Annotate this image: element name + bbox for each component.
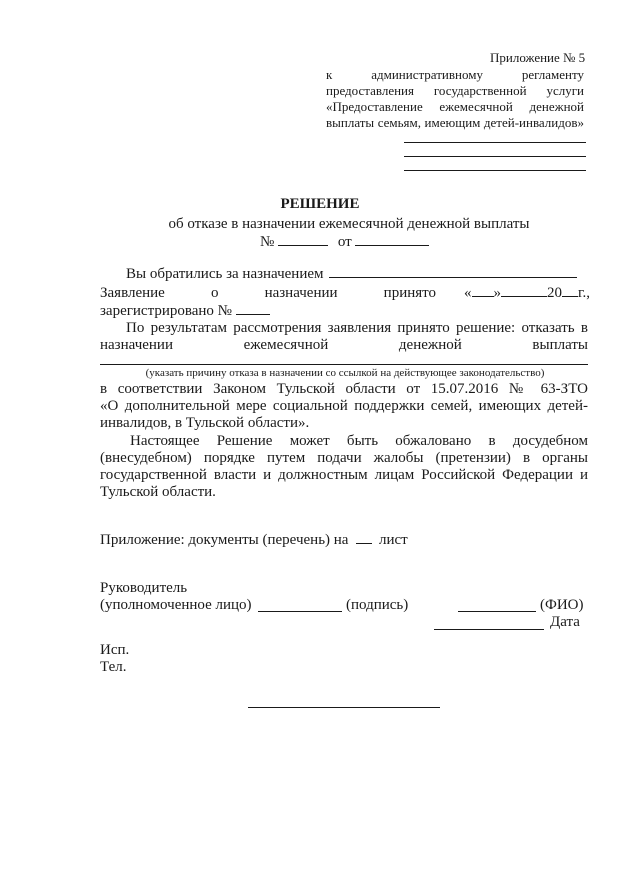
applied-for-row [126, 266, 577, 283]
applied-for-field [329, 276, 577, 278]
number-label: № [260, 234, 275, 250]
reason-line [100, 364, 588, 365]
attachment-label: Приложение: документы (перечень) на [100, 532, 349, 548]
quote-close: » [493, 285, 502, 301]
appendix-line-3: предоставления государственной услуги [326, 83, 584, 98]
day-field [472, 295, 494, 297]
appendix-line-4: «Предоставление ежемесячной денежной [326, 99, 584, 114]
recipient-line-1 [404, 142, 586, 143]
signature-authorized-label: (уполномоченное лицо) [100, 597, 252, 613]
attachment-suffix: лист [378, 532, 408, 548]
document-number-row [260, 234, 429, 251]
signature-line [258, 611, 342, 612]
law-line-1: в соответствии Законом Тульской области от 15.07.2016 № 63-ЗТО [100, 381, 588, 397]
name-label: (ФИО) [540, 597, 584, 613]
attachment-row [100, 532, 408, 549]
year-prefix: 20 [547, 285, 563, 301]
date-line [434, 629, 544, 630]
year-suffix: г., [578, 285, 590, 301]
date-from-label: от [337, 234, 352, 250]
applied-for-label: Вы обратились за назначением [126, 266, 324, 282]
appeal-line-1: Настоящее Решение может быть обжаловано в досудебном [130, 433, 588, 449]
appeal-line-2: (внесудебном) порядке путем подачи жалобы (претензии) в органы [100, 450, 588, 466]
number-field [278, 244, 328, 246]
executor-label: Исп. [100, 642, 130, 658]
appeal-line-4: Тульской области. [100, 484, 216, 500]
review-line-2: назначении ежемесячной денежной выплаты [100, 337, 588, 353]
signature-head-label: Руководитель [100, 580, 188, 596]
bottom-separator [248, 707, 440, 708]
application-accepted-row [100, 285, 590, 302]
registered-label: зарегистрировано № [100, 303, 232, 319]
attachment-count-field [356, 542, 372, 544]
appeal-line-3: государственной власти и должностным лицам Российской Федерации и [100, 467, 588, 483]
date-label: Дата [550, 614, 580, 630]
phone-label: Тел. [100, 659, 127, 675]
name-line [458, 611, 536, 612]
quote-open: « [464, 285, 472, 301]
date-field [355, 244, 429, 246]
appendix-title: Приложение № 5 [490, 50, 586, 65]
appendix-line-5: выплаты семьям, имеющим детей-инвалидов» [326, 115, 584, 130]
document-title: РЕШЕНИЕ [280, 196, 360, 212]
application-accepted-label: Заявление о назначении принято [100, 285, 437, 301]
recipient-line-3 [404, 170, 586, 171]
law-line-2: «О дополнительной мере социальной поддержки семей, имеющих детей- [100, 398, 588, 414]
document-subtitle: об отказе в назначении ежемесячной денежной выплаты [168, 216, 530, 232]
signature-label: (подпись) [346, 597, 409, 613]
year-field [562, 295, 578, 297]
recipient-line-2 [404, 156, 586, 157]
law-line-3: инвалидов, в Тульской области». [100, 415, 310, 431]
review-line-1: По результатам рассмотрения заявления принято решение: отказать в [126, 320, 588, 336]
appendix-line-2: к административному регламенту [326, 67, 584, 82]
reason-hint: (указать причину отказа в назначении со ссылкой на действующее законодательство) [145, 367, 545, 379]
month-field [501, 295, 547, 297]
registered-number-field [236, 313, 270, 315]
registered-row [100, 303, 270, 320]
